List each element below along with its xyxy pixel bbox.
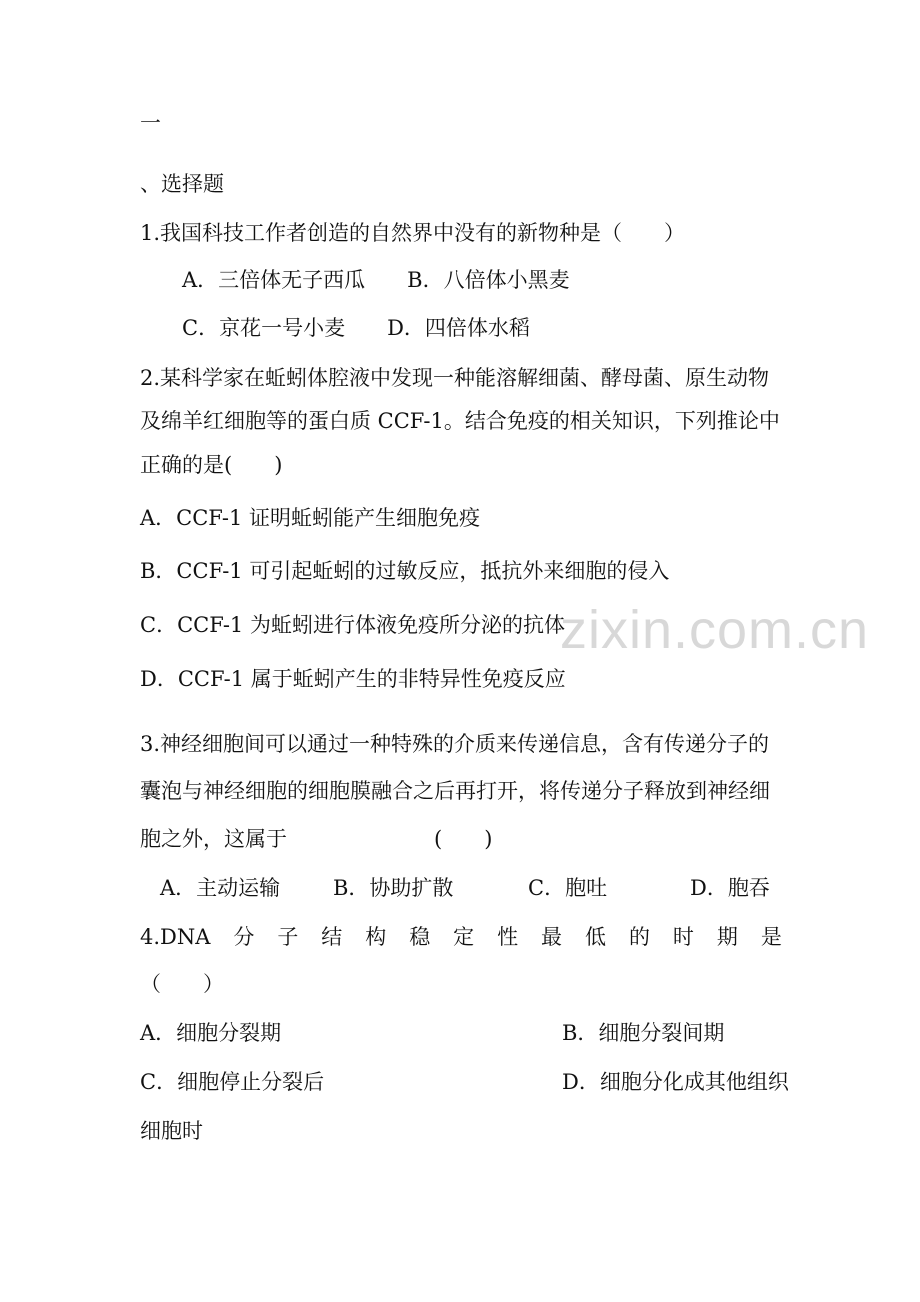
q3-stem-line2: 囊泡与神经细胞的细胞膜融合之后再打开，将传递分子释放到神经细 (140, 779, 770, 803)
q4-stem-char: 是 (760, 925, 782, 949)
q4-stem-char: 子 (277, 925, 299, 949)
watermark: zixin.com.cn (560, 600, 870, 660)
q2-option-b: B．CCF-1 可引起蚯蚓的过敏反应，抵抗外来细胞的侵入 (140, 559, 670, 583)
q4-stem-char: 低 (585, 925, 606, 949)
q2-stem-line1: 2.某科学家在蚯蚓体腔液中发现一种能溶解细菌、酵母菌、原生动物 (140, 366, 770, 390)
q1-options-row1: A．三倍体无子西瓜 B．八倍体小黑麦 (182, 268, 570, 292)
q3-option-c: C．胞吐 (528, 876, 608, 900)
q4-answer-paren: （ ） (140, 972, 224, 996)
q3-option-a: A．主动运输 (160, 876, 281, 900)
q4-stem-char: 最 (541, 925, 563, 949)
q2-option-a: A．CCF-1 证明蚯蚓能产生细胞免疫 (140, 506, 481, 530)
q4-stem-char: 性 (497, 925, 519, 949)
q2-option-d: D．CCF-1 属于蚯蚓产生的非特异性免疫反应 (140, 667, 566, 691)
q4-stem-char: 的 (628, 925, 650, 949)
q4-option-c: C．细胞停止分裂后 (140, 1070, 325, 1094)
q4-option-d-continued: 细胞时 (140, 1119, 203, 1143)
q3-option-b: B．协助扩散 (333, 876, 454, 900)
q2-stem-line3: 正确的是( ) (140, 453, 283, 477)
q4-option-b: B．细胞分裂间期 (562, 1021, 725, 1045)
q3-option-d: D．胞吞 (690, 876, 770, 900)
q4-stem-char: 定 (453, 925, 475, 949)
q4-stem-char: 期 (716, 925, 738, 949)
q4-stem-char: 分 (233, 925, 255, 949)
q3-stem-line3: 胞之外，这属于 (140, 827, 287, 851)
q1-stem: 1.我国科技工作者创造的自然界中没有的新物种是（ ） (140, 221, 686, 245)
q4-option-d: D．细胞分化成其他组织 (562, 1070, 789, 1094)
section-title: 、选择题 (140, 172, 224, 196)
q4-stem-char: 构 (365, 925, 387, 949)
q3-answer-paren: ( ) (434, 827, 493, 851)
q4-option-a: A．细胞分裂期 (140, 1021, 282, 1045)
section-number: 一 (140, 111, 161, 135)
q3-stem-line1: 3.神经细胞间可以通过一种特殊的介质来传递信息，含有传递分子的 (140, 732, 770, 756)
q2-option-c: C．CCF-1 为蚯蚓进行体液免疫所分泌的抗体 (140, 613, 565, 637)
q4-stem-char: 稳 (409, 925, 431, 949)
q2-stem-line2: 及绵羊红细胞等的蛋白质 CCF-1。结合免疫的相关知识，下列推论中 (140, 409, 780, 433)
q1-options-row2: C．京花一号小麦 D．四倍体水稻 (182, 316, 530, 340)
q4-stem-char: 时 (672, 925, 694, 949)
q4-stem-char: 结 (321, 925, 343, 949)
q4-stem (140, 923, 782, 951)
q4-stem-char: 4.DNA (140, 925, 211, 949)
